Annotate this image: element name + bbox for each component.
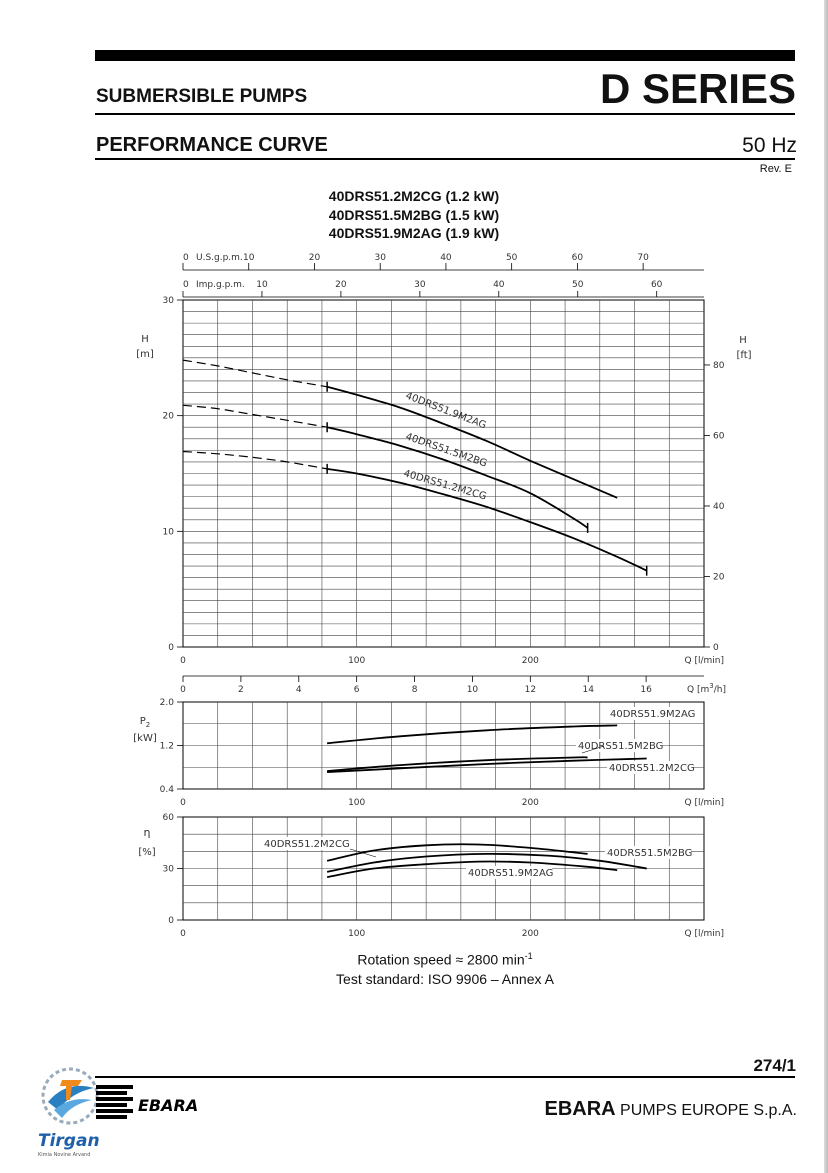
bottom-axis-tick-label: 0 [180, 685, 186, 695]
rotation-speed-note: Rotation speed ≈ 2800 $\min^{-1}$ [357, 951, 533, 968]
frequency-label: 50 Hz [742, 134, 797, 157]
series-label: 40DRS51.5M2BG [607, 848, 693, 859]
y-axis-tick-label: 30 [162, 296, 174, 306]
top-axis-tick-label: 0 [183, 253, 189, 263]
series-label: 40DRS51.9M2AG [468, 868, 554, 879]
series-dashed-line [183, 360, 327, 387]
y2-axis-label: H [739, 335, 747, 346]
y-axis-tick-label: 0.4 [159, 785, 174, 795]
series-dashed-line [183, 452, 327, 469]
top-axis-tick-label: 10 [256, 280, 268, 290]
top-axis-tick-label: 40 [493, 280, 505, 290]
model-name: 40DRS51.5M2BG (1.5 kW) [328, 206, 500, 223]
page-number: 274/1 [753, 1056, 796, 1075]
page-edge-shadow [824, 0, 828, 1173]
product-family-title: SUBMERSIBLE PUMPS [96, 86, 308, 107]
x-axis-tick-label: 100 [348, 798, 366, 808]
partner-logo-text: Tirgan [38, 1131, 100, 1151]
efficiency-curve-chart [138, 813, 724, 939]
x-axis-label: Q [l/min] [684, 656, 724, 666]
bottom-axis-tick-label: 12 [524, 685, 537, 695]
top-axis-label: Imp.g.p.m. [196, 280, 245, 290]
series-label: 40DRS51.9M2AG [610, 709, 696, 720]
series-line [327, 757, 587, 771]
series-line [327, 427, 587, 528]
series-label: 40DRS51.9M2AG [403, 390, 488, 432]
series-label: 40DRS51.2M2CG [264, 839, 350, 850]
x-axis-tick-label: 0 [180, 798, 186, 808]
y-axis-tick-label: 60 [162, 813, 174, 823]
y-axis-tick-label: 20 [162, 411, 174, 422]
top-axis-tick-label: 30 [414, 280, 426, 290]
y-axis-tick-label: 0 [168, 916, 174, 926]
series-line [327, 387, 617, 498]
x-axis-tick-label: 100 [348, 656, 366, 666]
y-axis-label: η [143, 826, 151, 839]
x-axis-tick-label: 100 [348, 929, 366, 939]
y-axis-label: $P_2$ [139, 716, 151, 729]
series-dashed-line [183, 405, 327, 427]
series-label: 40DRS51.2M2CG [609, 763, 695, 774]
series-title: D SERIES [599, 65, 796, 112]
y2-axis-tick-label: 0 [713, 643, 719, 653]
y2-axis-tick-label: 80 [713, 360, 725, 371]
y-axis-tick-label: 10 [162, 527, 174, 538]
footer-logos [36, 1066, 212, 1158]
bottom-axis-label: Q $[m^3/h]$ [687, 682, 726, 695]
top-axis-tick-label: 20 [308, 253, 321, 263]
y2-axis-tick-label: 20 [713, 572, 725, 583]
bottom-axis-tick-label: 2 [238, 685, 244, 695]
y-axis-tick-label: 30 [162, 864, 174, 875]
top-axis-tick-label: 60 [650, 280, 663, 290]
company-name: EBARA PUMPS EUROPE S.p.A. [544, 1098, 797, 1120]
model-name: 40DRS51.2M2CG (1.2 kW) [328, 188, 500, 204]
bottom-axis-tick-label: 8 [411, 685, 418, 695]
top-axis-label: U.S.g.p.m. [196, 253, 243, 263]
series-line [327, 844, 587, 861]
ebara-logo-text: EBARA [138, 1096, 199, 1115]
x-axis-tick-label: 200 [521, 798, 539, 808]
bottom-axis-tick-label: 6 [353, 685, 360, 695]
top-axis-tick-label: 10 [243, 253, 255, 263]
top-axis-tick-label: 60 [571, 253, 584, 263]
x-axis-tick-label: 0 [180, 656, 186, 666]
partner-logo [38, 1069, 100, 1158]
x-axis-label: Q [l/min] [684, 798, 724, 808]
series-line [327, 725, 617, 743]
y-axis-unit: [%] [138, 847, 156, 858]
top-axis-tick-label: 20 [335, 280, 347, 290]
y-axis-tick-label: 0 [168, 643, 174, 653]
head-curve-chart [136, 253, 751, 695]
y-axis-unit: [kW] [133, 733, 157, 744]
top-axis-tick-label: 50 [572, 280, 584, 290]
y-axis-tick-label: 2.0 [159, 698, 174, 708]
model-name: 40DRS51.9M2AG (1.9 kW) [328, 225, 500, 241]
top-axis-tick-label: 70 [637, 253, 649, 263]
series-label: 40DRS51.5M2BG [404, 431, 489, 470]
y-axis-tick-label: 1.2 [159, 741, 174, 752]
partner-tagline: Kimia Novine Arvand [38, 1152, 91, 1158]
y2-axis-tick-label: 60 [713, 431, 725, 442]
y-axis-unit: [m] [136, 349, 154, 360]
power-curve-chart [133, 698, 724, 808]
section-title: PERFORMANCE CURVE [96, 134, 328, 156]
revision-label: Rev. E [759, 163, 792, 175]
series-label: 40DRS51.2M2CG [402, 468, 488, 503]
top-axis-tick-label: 40 [440, 253, 452, 263]
bottom-axis-tick-label: 10 [466, 685, 479, 695]
bottom-axis-tick-label: 16 [640, 685, 652, 695]
ebara-logo [96, 1085, 198, 1119]
top-axis-tick-label: 0 [183, 280, 189, 290]
y2-axis-unit: [ft] [736, 350, 752, 361]
x-axis-tick-label: 0 [180, 929, 186, 939]
top-axis-tick-label: 50 [505, 253, 518, 263]
bottom-axis-tick-label: 14 [582, 685, 594, 695]
series-label: 40DRS51.5M2BG [578, 741, 664, 752]
y2-axis-tick-label: 40 [713, 501, 725, 512]
top-axis-tick-label: 30 [374, 253, 386, 263]
y-axis-label: H [141, 334, 149, 345]
x-axis-label: Q [l/min] [684, 929, 724, 939]
x-axis-tick-label: 200 [521, 656, 539, 666]
x-axis-tick-label: 200 [521, 929, 539, 939]
bottom-axis-tick-label: 4 [295, 685, 302, 695]
test-standard-note: Test standard: ISO 9906 – Annex A [336, 971, 554, 987]
